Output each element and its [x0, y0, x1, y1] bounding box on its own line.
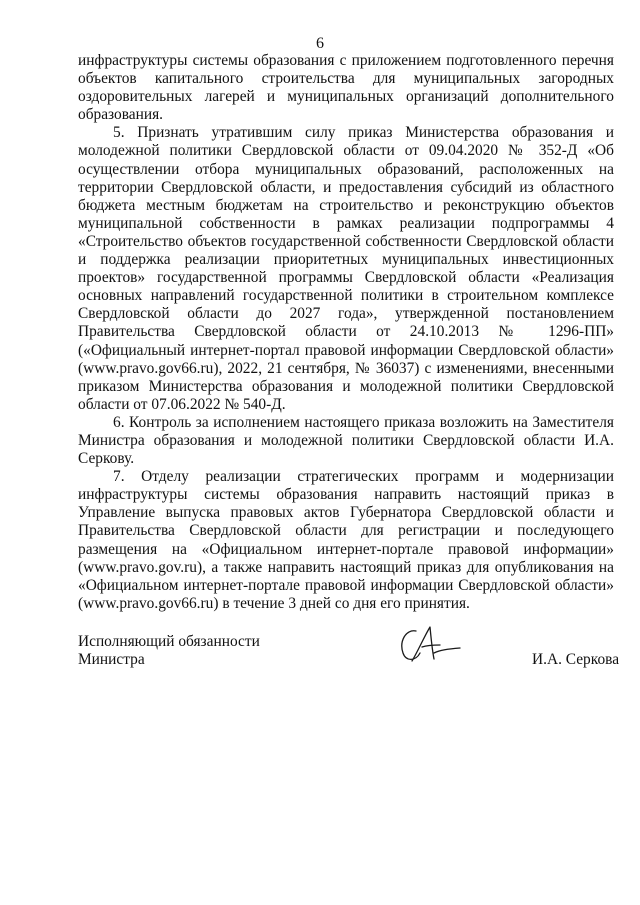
signature-block	[78, 633, 628, 693]
paragraph-item-6: 6. Контроль за исполнением настоящего приказа возложить на Заместителя Министра образования и молодежной политики Свердловской области И.А. Серкову.	[78, 413, 614, 468]
page-number: 6	[316, 35, 324, 52]
signatory-title	[78, 633, 260, 669]
paragraph-item-5: 5. Признать утратившим силу приказ Министерства образования и молодежной политики Свердловской области от 09.04.2020 № 352-Д «Об осуществлении отбора муниципальных образований, расположенных на территории Свердловской области, и предоставления субсидий из областного бюджета местным бюджетам на строительство и реконструкцию объектов муниципальной собственности в рамках реализации подпрограммы 4 «Строительство объектов государственной собственности Свердловской области и поддержка реализации приоритетных муниципальных инвестиционных проектов» государственной программы Свердловской области «Реализация основных направлений государственной политики в строительном комплексе Свердловской области до 2027 года», утвержденной постановлением Правительства Свердловской области от 24.10.2013 № 1296-ПП» («Официальный интернет-портал правовой информации Свердловской области» (www.pravo.gov66.ru), 2022, 21 сентября, № 36037) с изменениями, внесенными приказом Министерства образования и молодежной политики Свердловской области от 07.06.2022 № 540-Д.	[78, 124, 614, 413]
signatory-title-line-2: Министра	[78, 651, 145, 669]
handwritten-signature-icon	[394, 623, 464, 669]
document-body	[78, 52, 614, 613]
paragraph-continuation: инфраструктуры системы образования с приложением подготовленного перечня объектов капитального строительства для муниципальных загородных оздоровительных лагерей и муниципальных организаций дополнительного образования.	[78, 52, 614, 124]
signatory-name: И.А. Серкова	[532, 651, 620, 668]
signatory-title-line-1: Исполняющий обязанности	[78, 633, 260, 650]
paragraph-item-7: 7. Отделу реализации стратегических программ и модернизации инфраструктуры системы образования направить настоящий приказ в Управление выпуска правовых актов Губернатора Свердловской области и Правительства Свердловской области для регистрации и последующего размещения на «Официальном интернет-портале правовой информации» (www.pravo.gov.ru), а также направить настоящий приказ для опубликования на «Официальном интернет-портале правовой информации Свердловской области» (www.pravo.gov66.ru) в течение 3 дней со дня его принятия.	[78, 468, 614, 612]
